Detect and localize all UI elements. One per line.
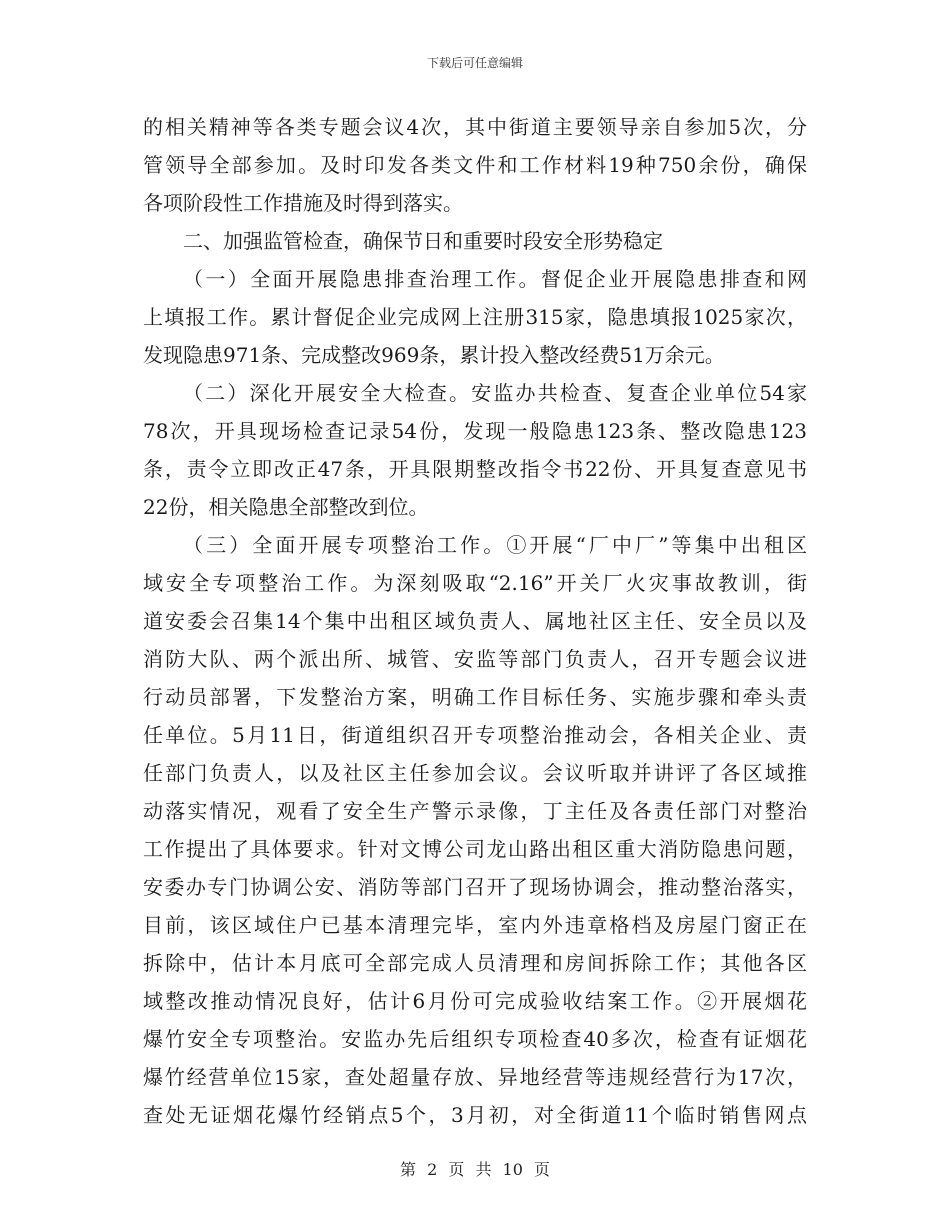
section-heading: 二、加强监管检查，确保节日和重要时段安全形势稳定 (183, 229, 663, 253)
body-line: 22份，相关隐患全部整改到位。 (143, 495, 429, 519)
body-line: （三）全面开展专项整治工作。①开展“厂中厂”等集中出租区 (183, 533, 807, 557)
body-line: 78次，开具现场检查记录54份，发现一般隐患123条、整改隐患123 (143, 419, 807, 443)
body-line: 域整改推动情况良好，估计6月份可完成验收结案工作。②开展烟花 (143, 989, 807, 1013)
body-line: （二）深化开展安全大检查。安监办共检查、复查企业单位54家 (183, 381, 807, 405)
body-line: 安委办专门协调公安、消防等部门召开了现场协调会，推动整治落实， (143, 875, 807, 899)
body-line: 任单位。5月11日，街道组织召开专项整治推动会，各相关企业、责 (143, 723, 807, 747)
body-line: 发现隐患971条、完成整改969条，累计投入整改经费51万余元。 (143, 343, 725, 367)
page-number: 第 2 页 共 10 页 (400, 1160, 550, 1179)
body-line: 爆竹经营单位15家，查处超量存放、异地经营等违规经营行为17次， (143, 1065, 807, 1089)
body-line: 域安全专项整治工作。为深刻吸取“2.16”开关厂火灾事故教训，街 (143, 571, 807, 595)
document-body (143, 108, 807, 1134)
body-line: 消防大队、两个派出所、城管、安监等部门负责人，召开专题会议进 (143, 647, 807, 671)
body-line: 查处无证烟花爆竹经销点5个，3月初，对全街道11个临时销售网点 (143, 1103, 807, 1127)
body-line: 工作提出了具体要求。针对文博公司龙山路出租区重大消防隐患问题， (143, 837, 807, 861)
body-line: 爆竹安全专项整治。安监办先后组织专项检查40多次，检查有证烟花 (143, 1027, 807, 1051)
body-line: 的相关精神等各类专题会议4次，其中街道主要领导亲自参加5次，分 (143, 115, 807, 139)
body-line: 动落实情况，观看了安全生产警示录像，丁主任及各责任部门对整治 (143, 799, 807, 823)
body-line: 任部门负责人，以及社区主任参加会议。会议听取并讲评了各区域推 (143, 761, 807, 785)
body-line: 各项阶段性工作措施及时得到落实。 (143, 191, 463, 215)
body-line: 条，责令立即改正47条，开具限期整改指令书22份、开具复查意见书 (143, 457, 807, 481)
body-line: 目前，该区域住户已基本清理完毕，室内外违章格档及房屋门窗正在 (143, 913, 807, 937)
body-line: 管领导全部参加。及时印发各类文件和工作材料19种750余份，确保 (143, 153, 807, 177)
page-header-note: 下载后可任意编辑 (426, 56, 523, 70)
body-line: （一）全面开展隐患排查治理工作。督促企业开展隐患排查和网 (183, 267, 807, 291)
body-line: 上填报工作。累计督促企业完成网上注册315家，隐患填报1025家次， (143, 305, 807, 329)
body-line: 道安委会召集14个集中出租区域负责人、属地社区主任、安全员以及 (143, 609, 807, 633)
body-line: 拆除中，估计本月底可全部完成人员清理和房间拆除工作；其他各区 (143, 951, 807, 975)
body-line: 行动员部署，下发整治方案，明确工作目标任务、实施步骤和牵头责 (143, 685, 807, 709)
